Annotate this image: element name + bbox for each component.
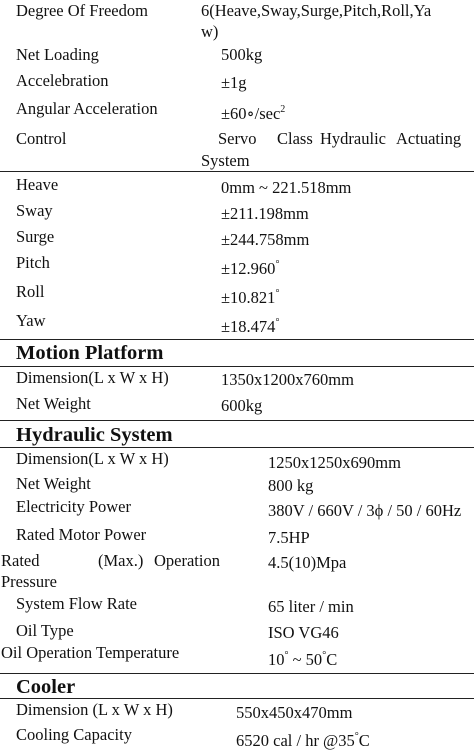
motion-value-dimension: 1350x1200x760mm xyxy=(221,370,354,389)
spec-value-control-cont: System xyxy=(201,151,250,170)
section-heading-motion-platform: Motion Platform xyxy=(16,342,164,364)
hydraulic-value-oil-type: ISO VG46 xyxy=(268,623,339,642)
spec-value-dof: 6(Heave,Sway,Surge,Pitch,Roll,Ya xyxy=(201,1,432,20)
range-label-sway: Sway xyxy=(16,201,53,220)
cooler-value-cooling-capacity: 6520 cal / hr @35°C xyxy=(236,731,370,750)
divider xyxy=(0,420,474,421)
spec-label-net-loading: Net Loading xyxy=(16,45,99,64)
cooler-label-cooling-capacity: Cooling Capacity xyxy=(16,725,132,744)
cooler-value-dimension: 550x450x470mm xyxy=(236,703,353,722)
spec-value-control-word-1: Servo xyxy=(218,129,257,148)
cooler-label-dimension: Dimension (L x W x H) xyxy=(16,700,173,719)
range-label-yaw: Yaw xyxy=(16,311,46,330)
hydraulic-value-rated-motor-power: 7.5HP xyxy=(268,528,310,547)
hydraulic-value-pressure: 4.5(10)Mpa xyxy=(268,553,347,572)
spec-value-net-loading: 500kg xyxy=(221,45,263,64)
range-label-pitch: Pitch xyxy=(16,253,50,272)
spec-value-dof-cont: w) xyxy=(201,22,219,41)
range-value-heave: 0mm ~ 221.518mm xyxy=(221,178,352,197)
section-heading-hydraulic-system: Hydraulic System xyxy=(16,424,173,446)
hydraulic-value-net-weight: 800 kg xyxy=(268,476,314,495)
range-value-sway: ±211.198mm xyxy=(221,204,309,223)
hydraulic-label-pressure-word-2: (Max.) xyxy=(98,551,144,570)
hydraulic-label-pressure-word-1: Rated xyxy=(1,551,40,570)
motion-value-net-weight: 600kg xyxy=(221,396,263,415)
divider xyxy=(0,339,474,340)
hydraulic-value-dimension: 1250x1250x690mm xyxy=(268,453,401,472)
divider xyxy=(0,366,474,367)
section-heading-cooler: Cooler xyxy=(16,676,76,698)
hydraulic-label-flow-rate: System Flow Rate xyxy=(16,594,138,613)
hydraulic-label-pressure-cont: Pressure xyxy=(1,572,57,591)
hydraulic-label-net-weight: Net Weight xyxy=(16,474,91,493)
hydraulic-label-oil-temperature: Oil Operation Temperature xyxy=(1,643,180,662)
motion-label-net-weight: Net Weight xyxy=(16,394,91,413)
range-value-pitch: ±12.960° xyxy=(221,259,280,278)
range-value-surge: ±244.758mm xyxy=(221,230,310,249)
hydraulic-value-flow-rate: 65 liter / min xyxy=(268,597,354,616)
divider xyxy=(0,698,474,699)
hydraulic-value-oil-temperature: 10° ~ 50°C xyxy=(268,650,338,669)
spec-label-dof: Degree Of Freedom xyxy=(16,1,148,20)
hydraulic-label-pressure-word-3: Operation xyxy=(154,551,220,570)
spec-value-control-word-4: Actuating xyxy=(396,129,462,148)
spec-value-control-word-2: Class xyxy=(277,129,313,148)
hydraulic-label-rated-motor-power: Rated Motor Power xyxy=(16,525,147,544)
hydraulic-value-electricity-power: 380V / 660V / 3ϕ / 50 / 60Hz xyxy=(268,501,462,520)
range-value-yaw: ±18.474° xyxy=(221,317,280,336)
divider xyxy=(0,447,474,448)
range-label-surge: Surge xyxy=(16,227,55,246)
divider xyxy=(0,673,474,674)
range-label-roll: Roll xyxy=(16,282,45,301)
range-label-heave: Heave xyxy=(16,175,59,194)
spec-label-control: Control xyxy=(16,129,67,148)
hydraulic-label-oil-type: Oil Type xyxy=(16,621,74,640)
motion-label-dimension: Dimension(L x W x H) xyxy=(16,368,169,387)
spec-value-control-word-3: Hydraulic xyxy=(320,129,386,148)
spec-value-angular-acceleration: $\pm 60\circ/\sec^2$ xyxy=(221,104,286,123)
spec-value-acceleration: ±1g xyxy=(221,73,247,92)
divider xyxy=(0,171,474,172)
spec-label-angular-acceleration: Angular Acceleration xyxy=(16,99,158,118)
spec-label-acceleration: Accelebration xyxy=(16,71,109,90)
hydraulic-label-dimension: Dimension(L x W x H) xyxy=(16,449,169,468)
hydraulic-label-electricity-power: Electricity Power xyxy=(16,497,132,516)
range-value-roll: ±10.821° xyxy=(221,288,280,307)
